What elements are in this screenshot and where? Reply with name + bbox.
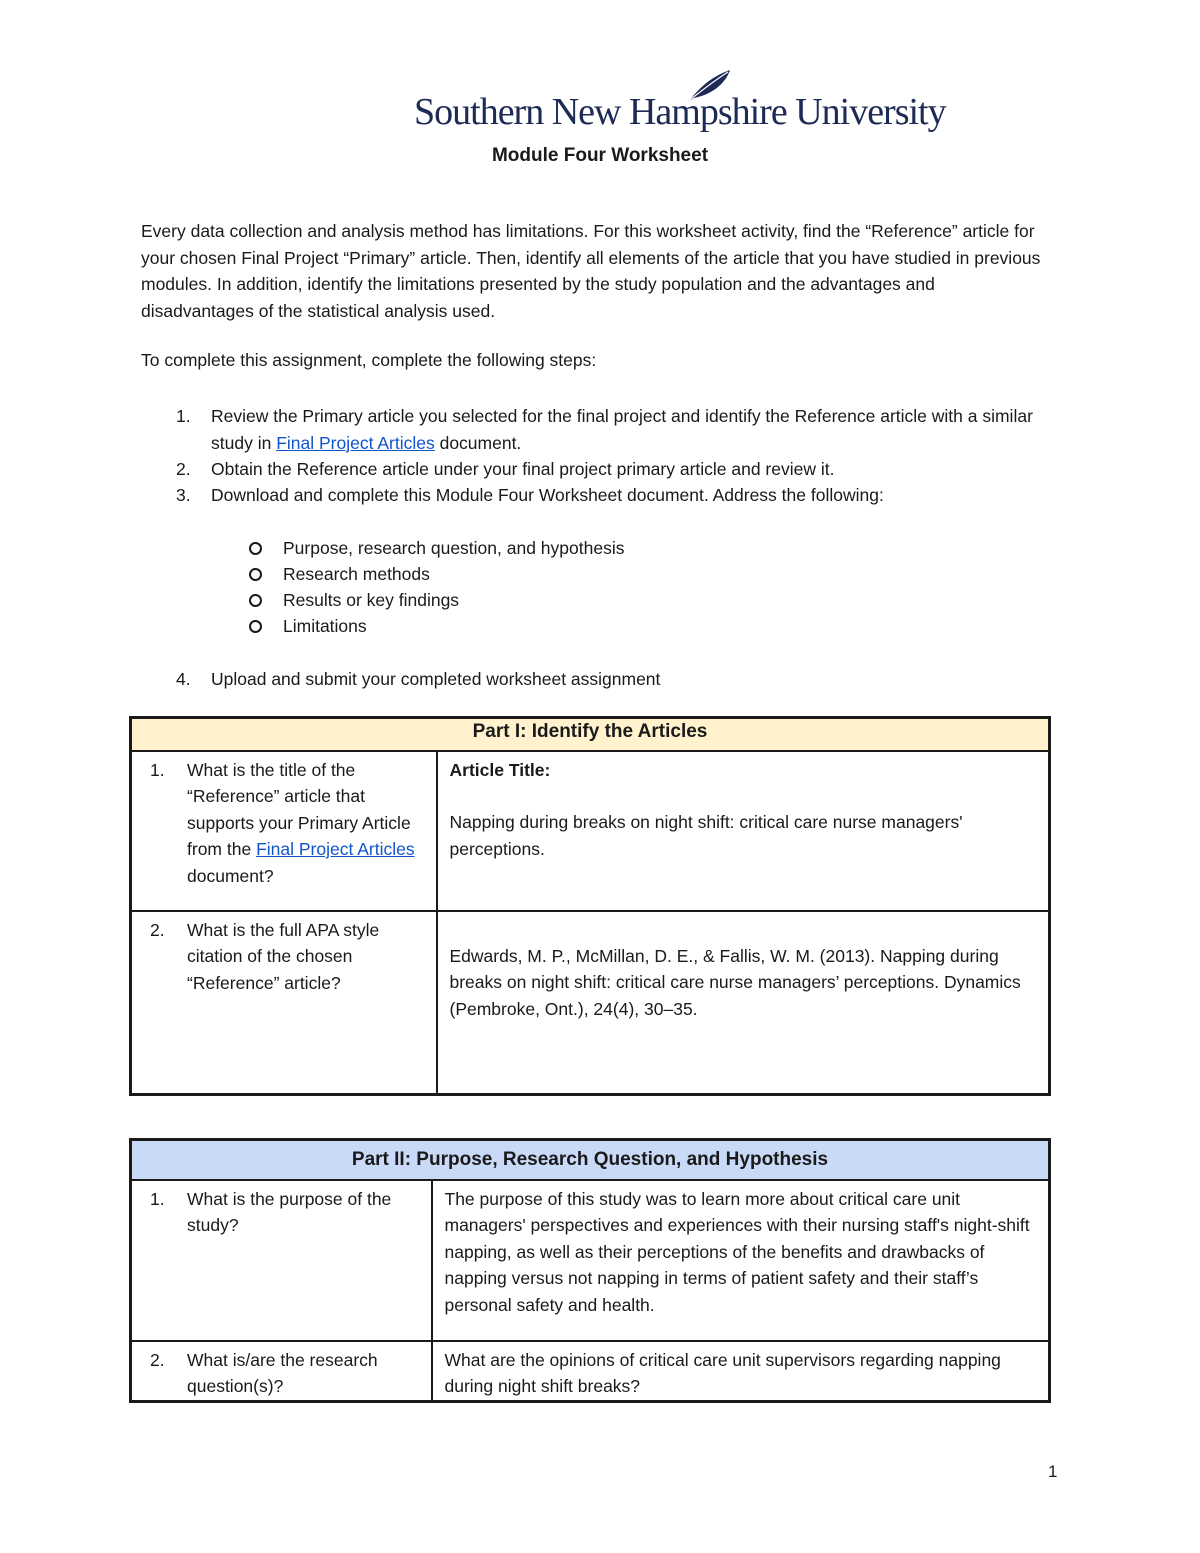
article-title-label: Article Title: bbox=[449, 759, 551, 780]
step-number: 1. bbox=[176, 406, 191, 426]
final-project-articles-link[interactable]: Final Project Articles bbox=[256, 839, 415, 859]
part1-answer-2[interactable] bbox=[437, 911, 1050, 1095]
university-name: Southern New Hampshire University bbox=[414, 91, 946, 133]
part1-header: Part I: Identify the Articles bbox=[131, 718, 1050, 751]
leaf-icon bbox=[684, 68, 734, 104]
step-text: Obtain the Reference article under your final project primary article and review it. bbox=[211, 459, 835, 479]
step-text: Review the Primary article you selected for the final project and identify the Reference article with a similar study in Final Project Articles document. bbox=[211, 406, 1033, 453]
circle-bullet-icon bbox=[249, 542, 262, 555]
step-text: Download and complete this Module Four Worksheet document. Address the following: bbox=[211, 485, 884, 505]
step-text: Upload and submit your completed worksheet assignment bbox=[211, 669, 661, 689]
part2-question-2: 2. What is/are the research question(s)? bbox=[131, 1341, 432, 1402]
part1-answer-1[interactable] bbox=[437, 751, 1050, 911]
university-logo bbox=[412, 68, 946, 138]
part1-question-1: 1. What is the title of the “Reference” article that supports your Primary Article from the Final Project Articles document? bbox=[131, 751, 437, 911]
step-number: 2. bbox=[176, 459, 191, 479]
part2-header: Part II: Purpose, Research Question, and Hypothesis bbox=[131, 1140, 1050, 1180]
step-number: 3. bbox=[176, 485, 191, 505]
step-number: 4. bbox=[176, 669, 191, 689]
final-project-articles-link[interactable]: Final Project Articles bbox=[276, 432, 435, 453]
part1-question-2: 2. What is the full APA style citation of the chosen “Reference” article? bbox=[131, 911, 437, 1095]
article-title-value: Napping during breaks on night shift: critical care nurse managers' perceptions. bbox=[449, 812, 963, 859]
part2-table bbox=[129, 1138, 1051, 1403]
apa-citation: Edwards, M. P., McMillan, D. E., & Fallis, W. M. (2013). Napping during breaks on night shift: critical care nurse managers’ perceptions. Dynamics (Pembroke, Ont.), 24(4), 30–35. bbox=[449, 945, 1021, 1019]
page-title: Module Four Worksheet bbox=[491, 145, 709, 166]
part2-answer-2[interactable]: What are the opinions of critical care unit supervisors regarding napping during night shift breaks? bbox=[432, 1341, 1050, 1402]
steps-lead: To complete this assignment, complete the following steps: bbox=[141, 350, 597, 370]
circle-bullet-icon bbox=[249, 568, 262, 581]
part2-question-1: 1. What is the purpose of the study? bbox=[131, 1180, 432, 1341]
intro-paragraph: Every data collection and analysis method has limitations. For this worksheet activity, find the “Reference” article for your chosen Final Project “Primary” article. Then, identify all elements of the article that you have studied in previous modules. In addition, identify the limitations presented by the study population and the advantages and disadvantages of the statistical analysis used. bbox=[141, 221, 1041, 321]
part2-answer-1[interactable]: The purpose of this study was to learn more about critical care unit managers' perspectives and experiences with their nursing staff's night-shift napping, as well as their perceptions of the benefits and drawbacks of napping versus not napping in terms of patient safety and their staff’s personal safety and health. bbox=[432, 1180, 1050, 1341]
circle-bullet-icon bbox=[249, 594, 262, 607]
circle-bullet-icon bbox=[249, 620, 262, 633]
part1-table bbox=[129, 716, 1051, 1096]
page-number: 1 bbox=[1048, 1462, 1058, 1481]
